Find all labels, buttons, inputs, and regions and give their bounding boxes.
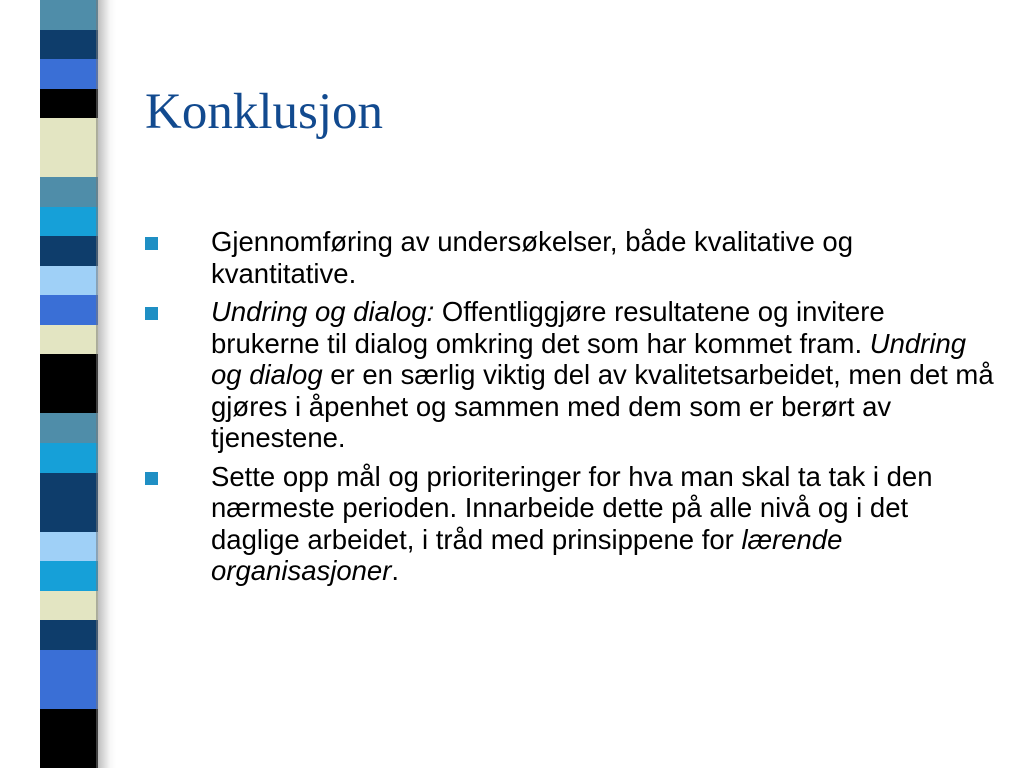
stripe-segment [40, 0, 98, 30]
bullet-text-part: Sette opp mål og prioriteringer for hva man skal ta tak i den nærmeste perioden. Innarbeide dette på alle nivå og i det daglige arbeidet, i tråd med prinsippene for [211, 460, 933, 555]
stripe-segment [40, 679, 98, 709]
stripe-segment [40, 295, 98, 325]
bullet-text-part: Gjennomføring av undersøkelser, både kvalitative og kvantitative. [211, 226, 853, 289]
stripe-segment [40, 177, 98, 207]
stripe-segment [40, 413, 98, 443]
stripe-segment [40, 236, 98, 266]
stripe-segment [40, 502, 98, 532]
stripe-shadow [96, 0, 116, 768]
stripe-segment [40, 354, 98, 384]
stripe-segment [40, 59, 98, 89]
bullet-item-3 [145, 461, 995, 587]
bullet-text-italic: lærende organisasjoner [211, 523, 843, 586]
bullet-item-2 [145, 296, 995, 454]
stripe-segment [40, 325, 98, 355]
stripe-segment [40, 738, 98, 768]
stripe-segment [40, 650, 98, 680]
stripe-segment [40, 89, 98, 119]
stripe-segment [40, 207, 98, 237]
square-bullet-icon [145, 237, 158, 250]
square-bullet-icon [145, 307, 158, 320]
square-bullet-icon [145, 472, 158, 485]
stripe-segment [40, 118, 98, 148]
bullet-text-part: er en særlig viktig del av kvalitetsarbeidet, men det må gjøres i åpenhet og sammen med dem som er berørt av tjenestene. [211, 359, 994, 453]
stripe-segment [40, 620, 98, 650]
decorative-stripe-column [40, 0, 98, 768]
stripe-segment [40, 266, 98, 296]
stripe-segment [40, 473, 98, 503]
bullet-text-italic: Undring og dialog: [211, 296, 435, 327]
stripe-segment [40, 148, 98, 178]
bullet-text-part: Offentliggjøre resultatene og invitere brukerne til dialog omkring det som har kommet fram. [211, 296, 885, 359]
bullet-text-part: . [391, 555, 400, 586]
stripe-segment [40, 30, 98, 60]
stripe-segment [40, 384, 98, 414]
bullet-text [211, 296, 994, 453]
bullet-text [211, 461, 933, 587]
stripe-segment [40, 591, 98, 621]
stripe-segment [40, 561, 98, 591]
stripe-segment [40, 709, 98, 739]
bullet-text [211, 226, 853, 289]
stripe-segment [40, 443, 98, 473]
stripe-segment [40, 532, 98, 562]
slide-title: Konklusjon [145, 84, 384, 140]
bullet-item-1 [145, 226, 995, 289]
bullet-text-italic: Undring og dialog [211, 327, 967, 390]
bullet-list [145, 226, 995, 594]
